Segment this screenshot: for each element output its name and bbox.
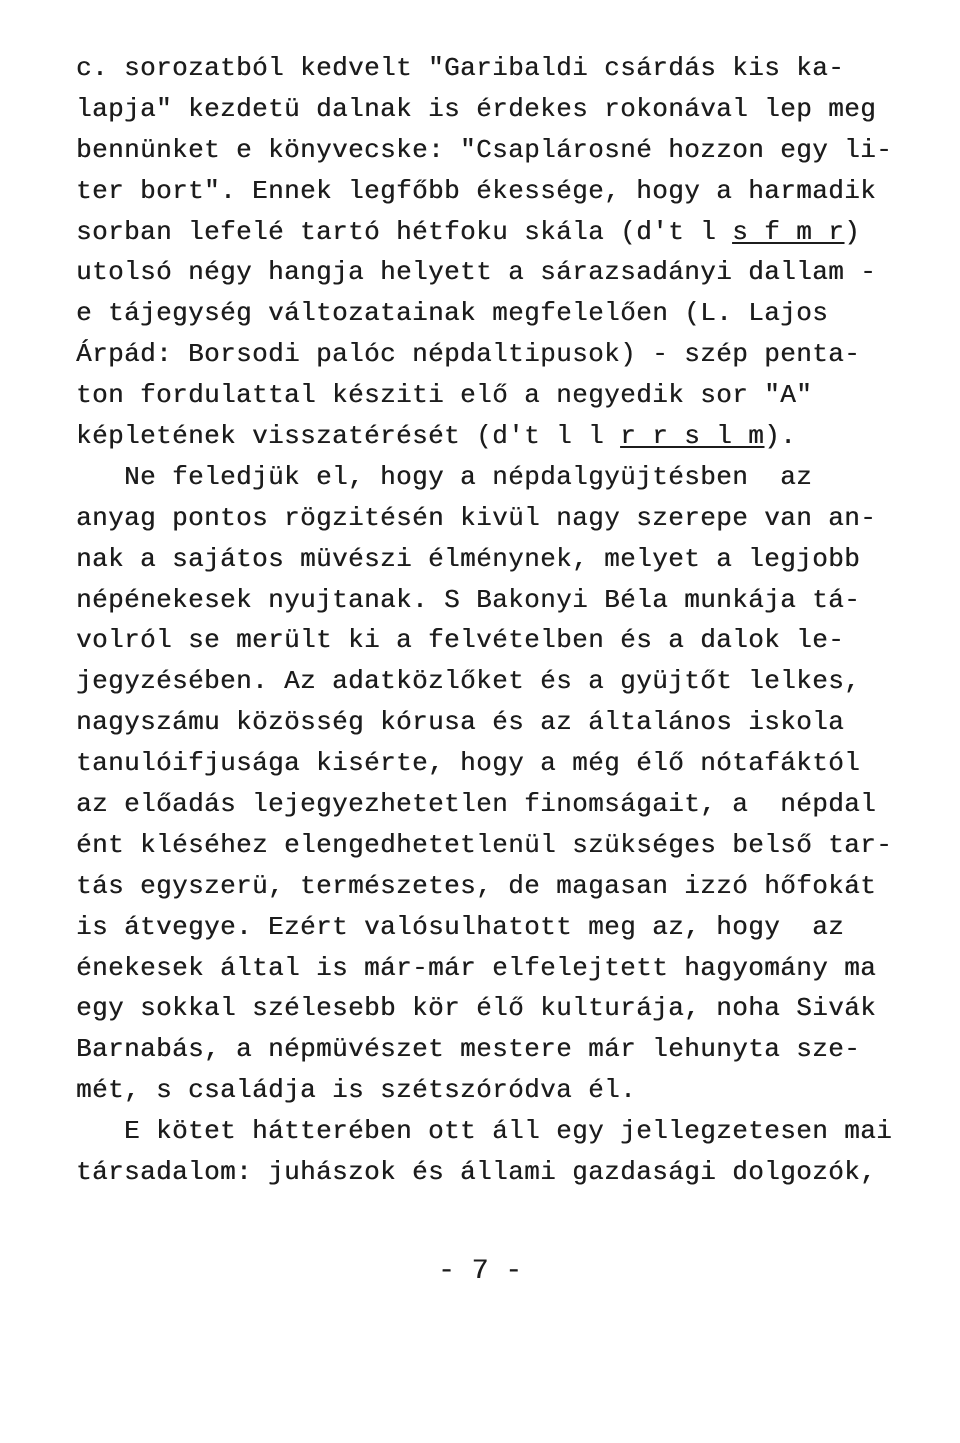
text-line: egy sokkal szélesebb kör élő kulturája, noha Sivák	[76, 993, 877, 1024]
text-line: lapja" kezdetü dalnak is érdekes rokonával lep meg	[76, 93, 877, 124]
text-line: bennünket e könyvecske: "Csaplárosné hozzon egy li-	[76, 134, 893, 165]
text-line: e tájegység változatainak megfelelően (L. Lajos	[76, 298, 829, 329]
text-line: társadalom: juhászok és állami gazdasági dolgozók,	[76, 1157, 877, 1188]
text-segment: )	[844, 216, 861, 247]
page-number: - 7 -	[437, 1256, 522, 1287]
text-line	[76, 416, 936, 457]
text-line	[76, 212, 936, 253]
text-segment: ).	[764, 421, 797, 452]
underlined-notation: s f m r	[732, 216, 845, 247]
text-segment: képletének visszatérését (d't l l	[76, 421, 621, 452]
text-line: Árpád: Borsodi palóc népdaltipusok) - szép penta-	[76, 339, 861, 370]
text-line: nak a sajátos müvészi élménynek, melyet a legjobb	[76, 543, 861, 574]
text-line: az előadás lejegyezhetetlen finomságait, a népdal	[76, 789, 877, 820]
text-line: Barnabás, a népmüvészet mestere már lehunyta sze-	[76, 1034, 861, 1065]
text-segment: sorban lefelé tartó hétfoku skála (d't l	[76, 216, 733, 247]
underlined-notation: r r s l m	[620, 421, 765, 452]
text-line: utolsó négy hangja helyett a sárazsadányi dallam -	[76, 257, 877, 288]
text-line: nagyszámu közösség kórusa és az általános iskola	[76, 707, 845, 738]
text-line: anyag pontos rögzitésén kivül nagy szerepe van an-	[76, 502, 877, 533]
text-line: is átvegye. Ezért valósulhatott meg az, hogy az	[76, 911, 845, 942]
text-line: ént kléséhez elengedhetetlenül szükséges belső tar-	[76, 829, 893, 860]
text-line: mét, s családja is szétszóródva él.	[76, 1075, 637, 1106]
text-line: tás egyszerü, természetes, de magasan izzó hőfokát	[76, 870, 877, 901]
text-line: Ne feledjük el, hogy a népdalgyüjtésben az	[76, 461, 813, 492]
text-line: c. sorozatból kedvelt "Garibaldi csárdás kis ka-	[76, 53, 845, 83]
text-line: ter bort". Ennek legfőbb ékessége, hogy a harmadik	[76, 175, 877, 206]
text-line: népénekesek nyujtanak. S Bakonyi Béla munkája tá-	[76, 584, 861, 615]
text-line: ton fordulattal késziti elő a negyedik sor "A"	[76, 380, 813, 411]
text-line: tanulóifjusága kisérte, hogy a még élő nótafáktól	[76, 748, 861, 779]
text-line: jegyzésében. Az adatközlőket és a gyüjtőt lelkes,	[76, 666, 861, 697]
text-line: énekesek által is már-már elfelejtett hagyomány ma	[76, 952, 877, 983]
text-line: E kötet hátterében ott áll egy jellegzetesen mai	[76, 1116, 893, 1147]
body-text	[76, 48, 936, 1193]
text-line: volról se merült ki a felvételben és a dalok le-	[76, 625, 845, 656]
